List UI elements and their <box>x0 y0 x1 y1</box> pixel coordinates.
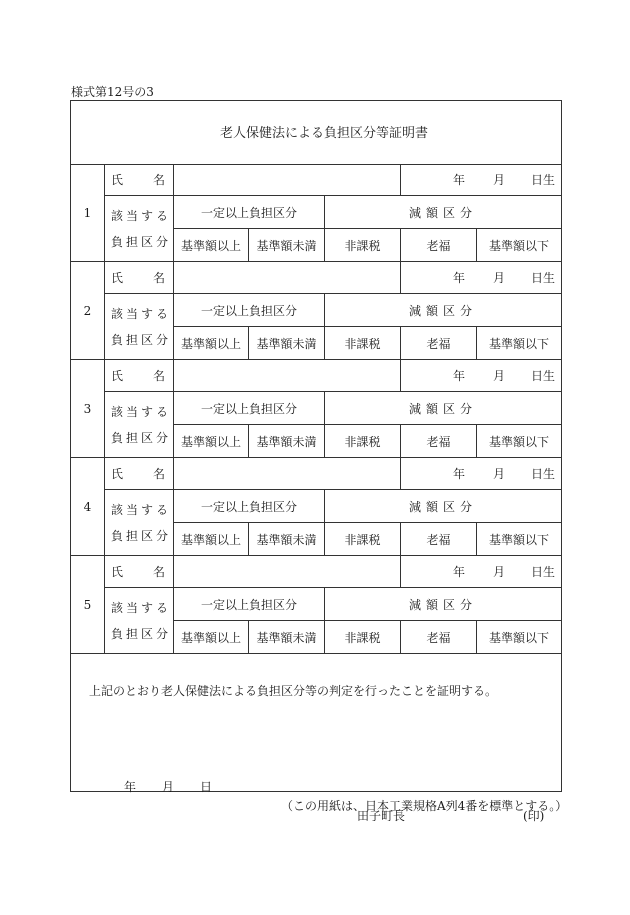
entry-number: 5 <box>71 556 105 653</box>
name-label-char-1: 氏 <box>111 565 124 579</box>
name-label-char-1: 氏 <box>111 173 124 187</box>
group-fixed-share: 一定以上負担区分 <box>174 294 325 327</box>
cert-day-label: 日 <box>200 780 213 794</box>
month-label: 月 <box>492 271 505 285</box>
paper-size-note: （この用紙は、日本工業規格A列4番を標準とする。） <box>281 799 568 813</box>
form-number: 様式第12号の3 <box>71 85 154 99</box>
category-label <box>105 294 174 359</box>
certification-date[interactable] <box>124 778 238 795</box>
group-reduction: 減額区分 <box>325 588 561 621</box>
entry-number: 3 <box>71 360 105 457</box>
group-reduction: 減額区分 <box>325 196 561 229</box>
name-label <box>105 458 174 490</box>
option-above-standard[interactable]: 基準額以上 <box>174 229 249 261</box>
name-label <box>105 360 174 392</box>
cert-year-label: 年 <box>124 780 137 794</box>
group-reduction: 減額区分 <box>325 294 561 327</box>
month-label: 月 <box>492 467 505 481</box>
name-label <box>105 556 174 588</box>
birth-date-field[interactable] <box>401 556 561 588</box>
category-label-line-1: 該当する <box>111 601 168 615</box>
name-label-char-2: 名 <box>152 271 165 285</box>
name-label-char-2: 名 <box>152 467 165 481</box>
cert-month-label: 月 <box>162 780 175 794</box>
option-standard-or-less[interactable]: 基準額以下 <box>488 532 549 547</box>
month-label: 月 <box>492 173 505 187</box>
group-fixed-share: 一定以上負担区分 <box>174 588 325 621</box>
option-tax-exempt[interactable]: 非課税 <box>325 621 401 653</box>
title-row <box>71 101 561 165</box>
name-label-char-1: 氏 <box>111 467 124 481</box>
option-standard-or-less[interactable]: 基準額以下 <box>488 434 549 449</box>
group-fixed-share: 一定以上負担区分 <box>174 490 325 523</box>
category-label <box>105 196 174 261</box>
option-above-standard[interactable]: 基準額以上 <box>174 425 249 457</box>
month-label: 月 <box>492 565 505 579</box>
option-below-standard[interactable]: 基準額未満 <box>249 621 325 653</box>
option-tax-exempt[interactable]: 非課税 <box>325 425 401 457</box>
category-label-line-2: 負担区分 <box>111 529 168 543</box>
category-label <box>105 490 174 555</box>
birth-date-field[interactable] <box>401 262 561 294</box>
name-label-char-1: 氏 <box>111 369 124 383</box>
entry-3 <box>71 360 561 458</box>
entries <box>71 164 561 654</box>
entry-1 <box>71 164 561 262</box>
option-above-standard[interactable]: 基準額以上 <box>174 327 249 359</box>
option-welfare[interactable]: 老福 <box>401 229 477 261</box>
day-label: 日生 <box>530 467 555 481</box>
name-label <box>105 262 174 294</box>
category-label <box>105 588 174 653</box>
birth-date-field[interactable] <box>401 360 561 392</box>
birth-date-field[interactable] <box>401 458 561 490</box>
name-field[interactable] <box>174 360 401 392</box>
option-welfare[interactable]: 老福 <box>401 425 477 457</box>
category-label-line-1: 該当する <box>111 503 168 517</box>
option-standard-or-less[interactable]: 基準額以下 <box>488 336 549 351</box>
option-standard-or-less[interactable]: 基準額以下 <box>488 630 549 645</box>
entry-number: 1 <box>71 164 105 261</box>
option-welfare[interactable]: 老福 <box>401 621 477 653</box>
category-label-line-1: 該当する <box>111 405 168 419</box>
group-fixed-share: 一定以上負担区分 <box>174 392 325 425</box>
issuer: 田子町長 <box>357 809 406 823</box>
day-label: 日生 <box>530 271 555 285</box>
name-label-char-1: 氏 <box>111 271 124 285</box>
year-label: 年 <box>452 173 465 187</box>
option-tax-exempt[interactable]: 非課税 <box>325 523 401 555</box>
entry-4 <box>71 458 561 556</box>
entry-number: 2 <box>71 262 105 359</box>
day-label: 日生 <box>530 565 555 579</box>
birth-date-field[interactable] <box>401 164 561 196</box>
name-label-char-2: 名 <box>152 173 165 187</box>
option-below-standard[interactable]: 基準額未満 <box>249 327 325 359</box>
year-label: 年 <box>452 271 465 285</box>
day-label: 日生 <box>530 173 555 187</box>
seal-mark: (印) <box>523 809 545 823</box>
option-tax-exempt[interactable]: 非課税 <box>325 327 401 359</box>
option-tax-exempt[interactable]: 非課税 <box>325 229 401 261</box>
year-label: 年 <box>452 369 465 383</box>
category-label-line-1: 該当する <box>111 307 168 321</box>
category-label-line-2: 負担区分 <box>111 235 168 249</box>
option-below-standard[interactable]: 基準額未満 <box>249 229 325 261</box>
option-welfare[interactable]: 老福 <box>401 523 477 555</box>
name-field[interactable] <box>174 458 401 490</box>
option-standard-or-less[interactable]: 基準額以下 <box>488 238 549 253</box>
group-reduction: 減額区分 <box>325 392 561 425</box>
name-label <box>105 164 174 196</box>
certification-statement: 上記のとおり老人保健法による負担区分等の判定を行ったことを証明する。 <box>89 684 498 698</box>
option-above-standard[interactable]: 基準額以上 <box>174 621 249 653</box>
group-reduction: 減額区分 <box>325 490 561 523</box>
category-label-line-2: 負担区分 <box>111 431 168 445</box>
document-title: 老人保健法による負担区分等証明書 <box>219 126 428 141</box>
year-label: 年 <box>452 467 465 481</box>
name-label-char-2: 名 <box>152 565 165 579</box>
name-label-char-2: 名 <box>152 369 165 383</box>
day-label: 日生 <box>530 369 555 383</box>
entry-2 <box>71 262 561 360</box>
option-above-standard[interactable]: 基準額以上 <box>174 523 249 555</box>
category-label-line-2: 負担区分 <box>111 333 168 347</box>
name-field[interactable] <box>174 262 401 294</box>
year-label: 年 <box>452 565 465 579</box>
category-label-line-2: 負担区分 <box>111 627 168 641</box>
category-label <box>105 392 174 457</box>
name-field[interactable] <box>174 164 401 196</box>
category-label-line-1: 該当する <box>111 209 168 223</box>
option-below-standard[interactable]: 基準額未満 <box>249 523 325 555</box>
entry-number: 4 <box>71 458 105 555</box>
entry-5 <box>71 556 561 654</box>
name-field[interactable] <box>174 556 401 588</box>
group-fixed-share: 一定以上負担区分 <box>174 196 325 229</box>
option-welfare[interactable]: 老福 <box>401 327 477 359</box>
option-below-standard[interactable]: 基準額未満 <box>249 425 325 457</box>
month-label: 月 <box>492 369 505 383</box>
